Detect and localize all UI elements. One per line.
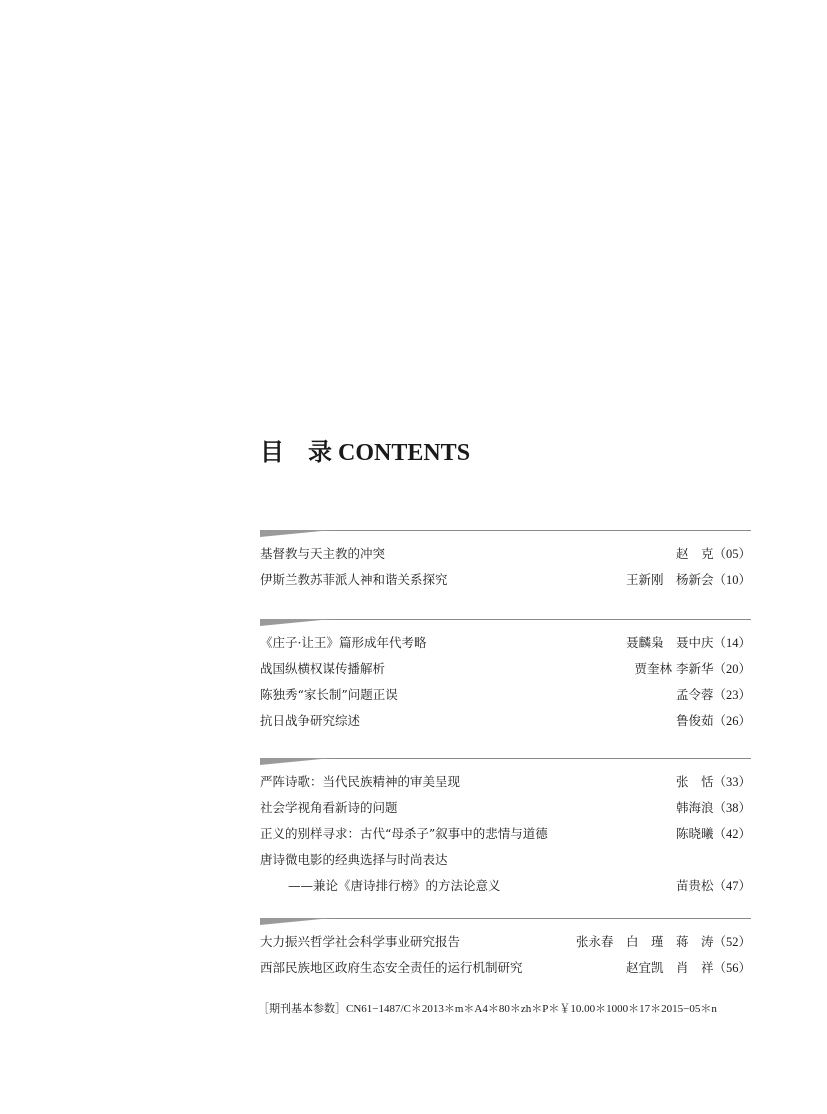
entry-page: （23）	[713, 688, 751, 702]
entry-page: （20）	[713, 662, 751, 676]
toc-entry[interactable]	[260, 821, 751, 847]
toc-entry-subtitle[interactable]	[260, 873, 751, 899]
entry-author: 陈晓曦	[675, 826, 714, 841]
toc-entry[interactable]	[260, 955, 751, 981]
toc-entry[interactable]	[260, 708, 751, 734]
toc-entry[interactable]	[260, 769, 751, 795]
entry-author: 王新刚 杨新会	[625, 572, 714, 587]
entry-author: 聂麟枭 聂中庆	[625, 635, 714, 650]
section-divider	[260, 619, 751, 627]
entry-title: 战国纵横权谋传播解析	[260, 661, 386, 676]
entry-page: （56）	[713, 961, 751, 975]
entry-page: （10）	[713, 573, 751, 587]
toc-section-1	[260, 530, 751, 593]
toc-section-2	[260, 619, 751, 734]
entry-title: 《庄子·让王》篇形成年代考略	[260, 635, 427, 650]
entry-title: 严阵诗歌：当代民族精神的审美呈现	[260, 774, 461, 789]
toc-entry[interactable]	[260, 682, 751, 708]
section-divider	[260, 918, 751, 926]
entry-title: 唐诗微电影的经典选择与时尚表达	[260, 852, 448, 867]
toc-section-3	[260, 758, 751, 899]
toc-section-4	[260, 918, 751, 981]
toc-entry[interactable]	[260, 656, 751, 682]
toc-entry[interactable]	[260, 630, 751, 656]
entry-author: 张 恬	[675, 774, 714, 789]
section-divider	[260, 530, 751, 538]
entry-page: （52）	[713, 935, 751, 949]
entry-title: 正义的别样寻求：古代“母杀子”叙事中的悲情与道德	[260, 826, 548, 841]
toc-entry[interactable]	[260, 847, 751, 873]
entry-author: 赵 克	[675, 546, 714, 561]
title-english: CONTENTS	[338, 440, 471, 466]
entry-title: 伊斯兰教苏菲派人神和谐关系探究	[260, 572, 448, 587]
entry-page: （47）	[713, 879, 751, 893]
entry-subtitle: ——兼论《唐诗排行榜》的方法论意义	[288, 878, 501, 893]
entry-title: 大力振兴哲学社会科学事业研究报告	[260, 934, 461, 949]
toc-entry[interactable]	[260, 929, 751, 955]
entry-author: 张永春 白 瑾 蒋 涛	[575, 934, 714, 949]
entry-author: 孟令蓉	[675, 687, 714, 702]
page-title	[260, 432, 470, 467]
entry-author: 鲁俊茹	[675, 713, 714, 728]
toc-entry[interactable]	[260, 795, 751, 821]
entry-page: （14）	[713, 636, 751, 650]
toc-entry[interactable]	[260, 541, 751, 567]
entry-page: （38）	[713, 801, 751, 815]
journal-parameters: ［期刊基本参数］CN61−1487/C＊2013＊m＊A4＊80＊zh＊P＊￥10.00＊1000＊17＊2015−05＊n	[258, 1003, 717, 1015]
entry-author: 韩海浪	[675, 800, 714, 815]
entry-title: 抗日战争研究综述	[260, 713, 361, 728]
toc-entry[interactable]	[260, 567, 751, 593]
entry-title: 陈独秀“家长制”问题正误	[260, 687, 398, 702]
entry-author: 苗贵松	[675, 878, 714, 893]
section-divider	[260, 758, 751, 766]
entry-page: （33）	[713, 775, 751, 789]
entry-title: 基督教与天主教的冲突	[260, 546, 386, 561]
entry-page: （05）	[713, 547, 751, 561]
entry-title: 社会学视角看新诗的问题	[260, 800, 398, 815]
entry-page: （26）	[713, 714, 751, 728]
entry-author: 赵宜凯 肖 祥	[625, 960, 714, 975]
entry-title: 西部民族地区政府生态安全责任的运行机制研究	[260, 960, 523, 975]
entry-page: （42）	[713, 827, 751, 841]
entry-author: 贾奎林 李新华	[634, 661, 714, 676]
title-chinese: 目 录	[260, 437, 332, 466]
